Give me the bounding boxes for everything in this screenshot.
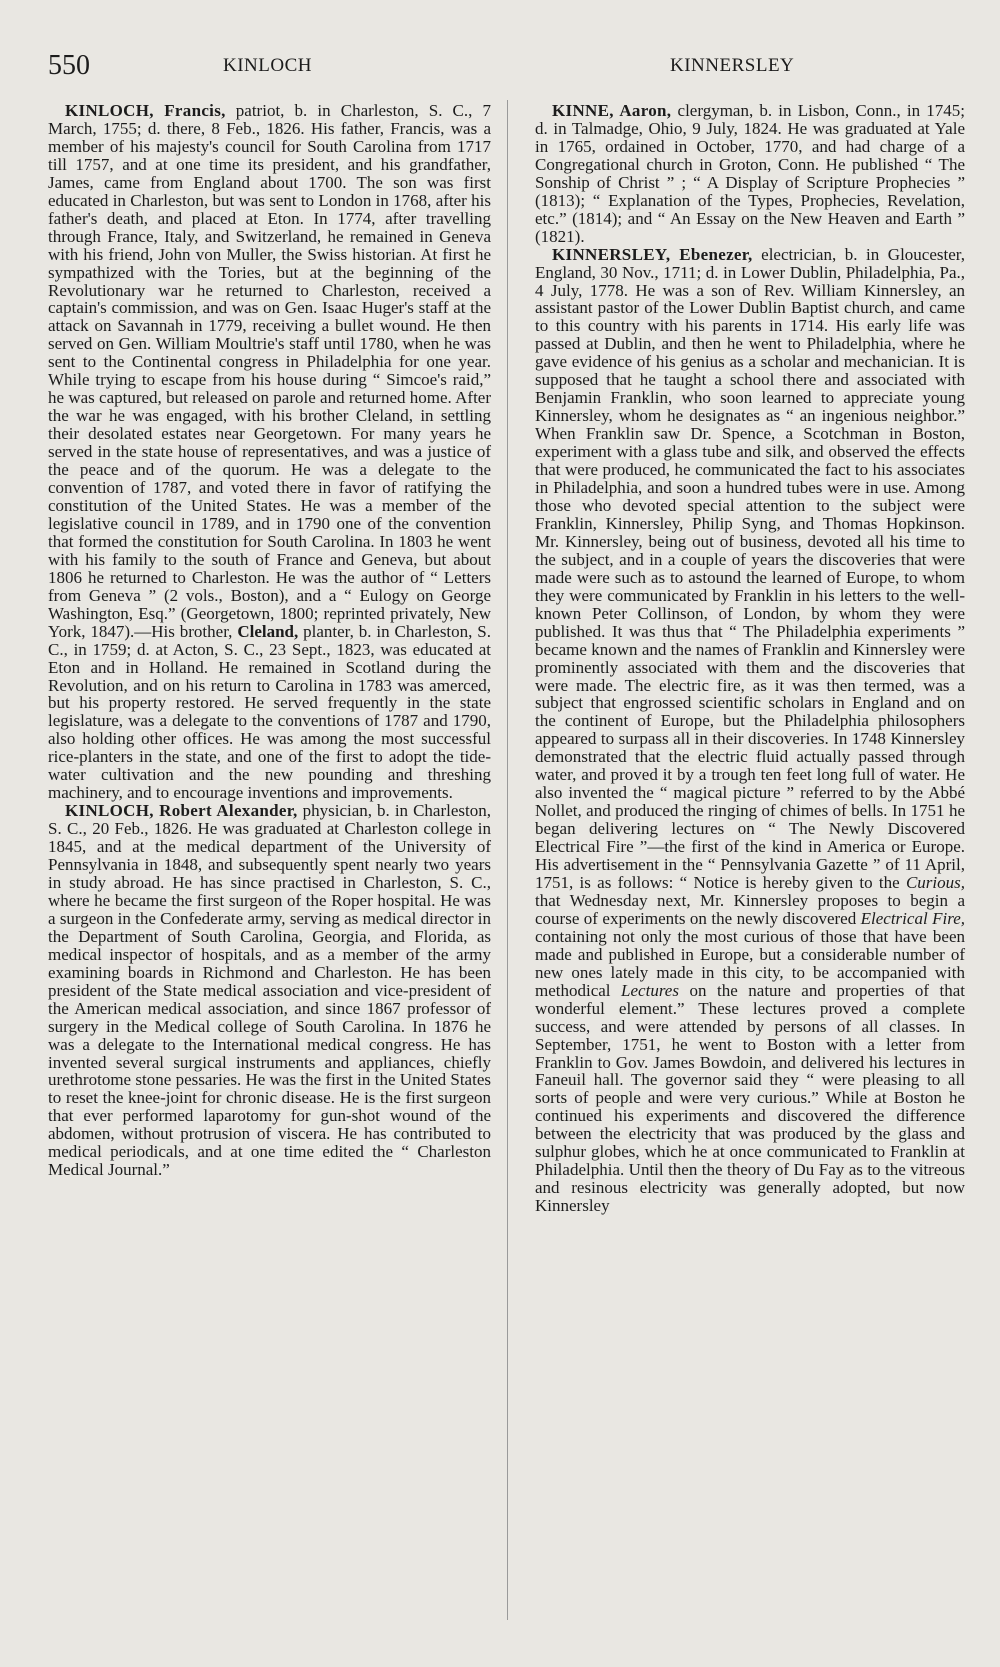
text-columns <box>48 101 965 1647</box>
entry-body: containing not only the most curious of those that have been made and published in Europe, but a considerable number of new ones lately made in this city, to be accompanied with methodical <box>535 926 965 1000</box>
entry-kinne-aaron <box>535 102 965 246</box>
entry-headword: KINNE, Aaron, <box>552 101 672 120</box>
italic-term: Lectures <box>621 980 679 1000</box>
entry-body: physician, b. in Charleston, S. C., 20 Feb., 1826. He was graduated at Charleston college in 1845, and at the medical department of the University of Pennsylvania in 1848, and subsequently spent nearly two years in study abroad. He has since practised in Charleston, S. C., where he became the first surgeon of the Roper hospital. He was a surgeon in the Confederate army, serving as medical director in the Department of South Carolina, Georgia, and Florida, as medical inspector of hospitals, and as a member of the army examining boards in Richmond and Charleston. He has been president of the State medical association and vice-president of the American medical association, and since 1867 professor of surgery in the Medical college of South Carolina. In 1876 he was a delegate to the International medical congress. He has invented several surgical instruments and appliances, chiefly urethrotome stone pessaries. He was the first in the United States to reset the knee-joint for chronic disease. He is the first surgeon that ever performed laparotomy for gun-shot wound of the abdomen, without protrusion of viscera. He has contributed to medical periodicals, and at one time edited the “ Charleston Medical Journal.” <box>48 801 491 1180</box>
left-column <box>48 102 491 1179</box>
entry-kinnersley-ebenezer <box>535 246 965 1215</box>
entry-body: on the nature and properties of that wonderful element.” These lectures proved a complete success, and were attended by persons of all classes. In September, 1751, he went to Boston with a letter from Franklin to Gov. James Bowdoin, and delivered his lectures in Faneuil hall. The governor said they “ were pleasing to all sorts of people and were very curious.” While at Boston he continued his experiments and discovered the difference between the electricity that was produced by the glass and sulphur globes, which he at once communicated to Franklin at Philadelphia. Until then the theory of Du Fay as to the vitreous and resinous electricity was generally adopted, but now Kinnersley <box>535 980 965 1216</box>
entry-kinloch-robert <box>48 802 491 1179</box>
entry-body: electrician, b. in Gloucester, England, 30 Nov., 1711; d. in Lower Dublin, Philadelphia, Pa., 4 July, 1778. He was a son of Rev. William Kinnersley, an assistant pastor of the Lower Dublin Baptist church, and came to this country with his parents in 1714. His early life was passed at Dublin, and then he went to Philadelphia, where he gave evidence of his genius as a scholar and mechanician. It is supposed that he taught a school there and associated with Benjamin Franklin, who soon learned to appreciate young Kinnersley, whom he designates as “ an ingenious neighbor.” When Franklin saw Dr. Spence, a Scotchman in Boston, experiment with a glass tube and silk, and observed the effects that were produced, he communicated the fact to his associates in Philadelphia, and soon a hundred tubes were in use. Among those who devoted special attention to the subject were Franklin, Kinnersley, Philip Syng, and Thomas Hopkinson. Mr. Kinnersley, being out of business, devoted all his time to the subject, and in a couple of years the discoveries that were made were such as to astound the learned of Europe, to whom they were communicated by Franklin in his letters to the well-known Peter Collinson, of London, by whom they were published. It was thus that “ The Philadelphia experiments ” became known and the names of Franklin and Kinnersley were prominently associated with them and the discoveries that were made. The electric fire, as it was then termed, was a subject that engrossed scientific scholars in England and on the continent of Europe, but the Philadelphia philosophers appeared to surpass all in their discoveries. In 1748 Kinnersley demonstrated that the electric fluid actually passed through water, and proved it by a trough ten feet long full of water. He also invented the “ magical picture ” referred to by the Abbé Nollet, and produced the ringing of chimes of bells. In 1751 he began delivering lectures on “ The Newly Discovered Electrical Fire ”—the first of the kind in America or Europe. His advertisement in the “ Pennsylvania Gazette ” of 11 April, 1751, is as follows: “ Notice is hereby given to the <box>535 244 965 892</box>
right-column <box>535 102 965 1215</box>
running-head-right: KINNERSLEY <box>670 55 795 76</box>
sub-entry-body: planter, b. in Charleston, S. C., in 1759; d. at Acton, S. C., 23 Sept., 1823, was educated at Eton and in Holland. He remained in Scotland during the Revolution, and on his return to Carolina in 1783 was amerced, but his property restored. He served frequently in the state legislature, was a delegate to the conventions of 1787 and 1790, also holding other offices. He was among the most successful rice-planters in the state, and one of the first to adopt the tide-water cultivation and the new pounding and threshing machinery, and to encourage inventions and improvements. <box>48 621 491 803</box>
entry-headword: KINLOCH, Robert Alexander, <box>65 801 298 821</box>
entry-headword: KINNERSLEY, Ebenezer, <box>552 244 753 264</box>
entry-body: that Wednesday next, Mr. Kinnersley proposes to begin a course of experiments on the newly discovered <box>535 890 965 928</box>
entry-headword: KINLOCH, Francis, <box>65 101 226 120</box>
sub-entry-headword: Cleland, <box>237 621 299 641</box>
italic-term: Curious, <box>905 872 965 892</box>
entry-body: patriot, b. in Charleston, S. C., 7 March, 1755; d. there, 8 Feb., 1826. His father, Francis, was a member of his majesty's council for South Carolina from 1717 till 1757, and at one time its president, and his grandfather, James, came from England about 1700. The son was first educated in Charleston, but was sent to London in 1768, after his father's death, and placed at Eton. In 1774, after travelling through France, Italy, and Switzerland, he remained in Geneva with his friend, John von Muller, the Swiss historian. At first he sympathized with the Tories, but at the beginning of the Revolutionary war he returned to Charleston, received a captain's commission, and was on Gen. Isaac Huger's staff at the attack on Savannah in 1779, receiving a bullet wound. He then served on Gen. William Moultrie's staff until 1780, when he was sent to the Continental congress in Philadelphia for one year. While trying to escape from his house during “ Simcoe's raid,” he was captured, but released on parole and returned home. After the war he was engaged, with his brother Cleland, in settling their desolated estates near Georgetown. For many years he served in the state house of representatives, and was a justice of the peace and of the quorum. He was a delegate to the convention of 1787, and voted there in favor of ratifying the constitution of the United States. He was a member of the legislative council in 1789, and in 1790 one of the convention that formed the constitution for South Carolina. In 1803 he went with his family to the south of France and Geneva, but about 1806 he returned to Charleston. He was the author of “ Letters from Geneva ” (2 vols., Boston), and a “ Eulogy on George Washington, Esq.” (Georgetown, 1800; reprinted privately, New York, 1847).—His brother, <box>48 101 492 641</box>
italic-term: Electrical Fire, <box>860 908 965 928</box>
running-header <box>48 50 952 80</box>
page-number: 550 <box>48 50 90 81</box>
entry-body: clergyman, b. in Lisbon, Conn., in 1745; d. in Talmadge, Ohio, 9 July, 1824. He was graduated at Yale in 1765, ordained in October, 1770, and had charge of a Congregational church in Groton, Conn. He published “ The Sonship of Christ ” ; “ A Display of Scripture Prophecies ” (1813); “ Explanation of the Types, Prophecies, Revelation, etc.” (1814); and “ An Essay on the New Heaven and Earth ” (1821). <box>535 101 965 246</box>
entry-kinloch-francis <box>48 102 491 802</box>
running-head-left: KINLOCH <box>223 55 312 76</box>
